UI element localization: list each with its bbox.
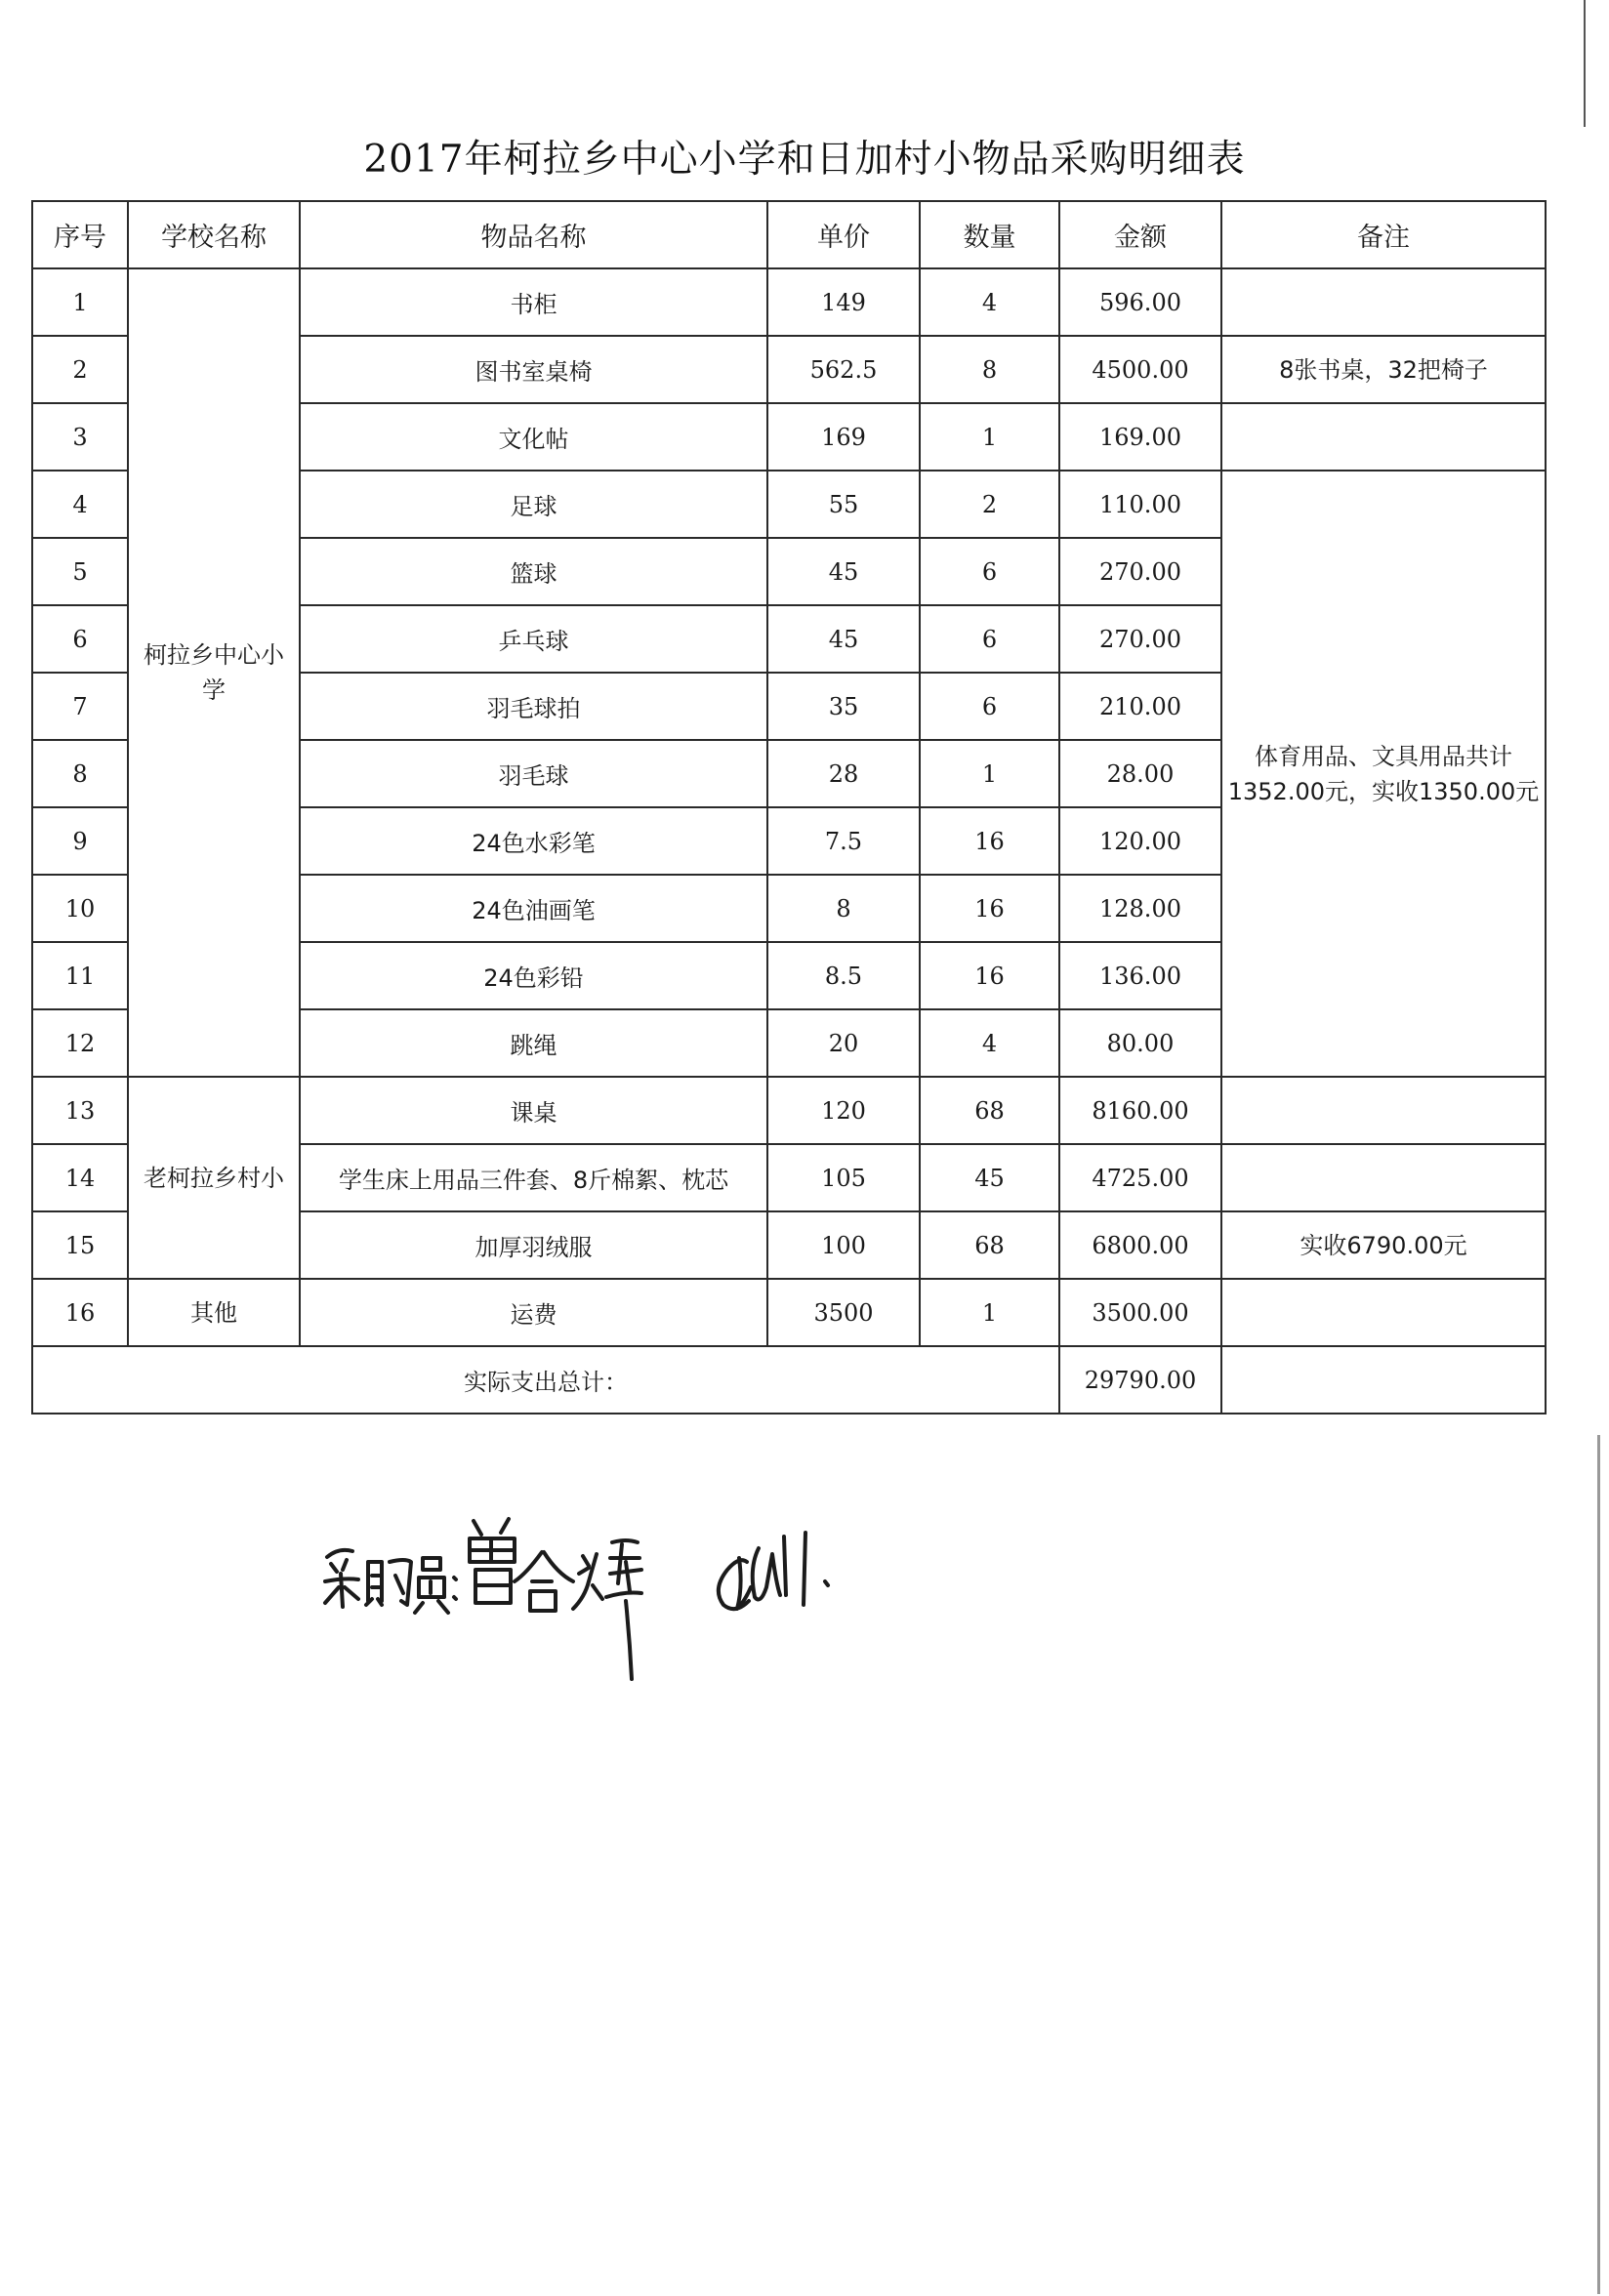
unit-price: 100 bbox=[767, 1211, 920, 1279]
col-header-unit-price: 单价 bbox=[767, 201, 920, 268]
item-name: 24色油画笔 bbox=[300, 875, 767, 942]
amount: 136.00 bbox=[1059, 942, 1221, 1009]
quantity: 16 bbox=[920, 807, 1059, 875]
total-remark-cell bbox=[1221, 1346, 1546, 1414]
unit-price: 169 bbox=[767, 403, 920, 471]
quantity: 6 bbox=[920, 538, 1059, 605]
unit-price: 20 bbox=[767, 1009, 920, 1077]
remark-cell: 实收6790.00元 bbox=[1221, 1211, 1546, 1279]
remark-cell bbox=[1221, 1279, 1546, 1346]
amount: 110.00 bbox=[1059, 471, 1221, 538]
amount: 270.00 bbox=[1059, 538, 1221, 605]
table-row bbox=[32, 1279, 1546, 1346]
item-name: 跳绳 bbox=[300, 1009, 767, 1077]
scan-edge-mark bbox=[1597, 1435, 1600, 2294]
amount: 80.00 bbox=[1059, 1009, 1221, 1077]
col-header-item: 物品名称 bbox=[300, 201, 767, 268]
col-header-remark: 备注 bbox=[1221, 201, 1546, 268]
row-index: 10 bbox=[32, 875, 128, 942]
unit-price: 28 bbox=[767, 740, 920, 807]
item-name: 篮球 bbox=[300, 538, 767, 605]
row-index: 11 bbox=[32, 942, 128, 1009]
item-name: 乒乓球 bbox=[300, 605, 767, 673]
item-name: 书柜 bbox=[300, 268, 767, 336]
unit-price: 8.5 bbox=[767, 942, 920, 1009]
quantity: 68 bbox=[920, 1077, 1059, 1144]
amount: 4725.00 bbox=[1059, 1144, 1221, 1211]
unit-price: 45 bbox=[767, 605, 920, 673]
item-name: 羽毛球拍 bbox=[300, 673, 767, 740]
purchaser-signature bbox=[317, 1503, 923, 1738]
item-name: 图书室桌椅 bbox=[300, 336, 767, 403]
row-index: 14 bbox=[32, 1144, 128, 1211]
amount: 28.00 bbox=[1059, 740, 1221, 807]
quantity: 4 bbox=[920, 1009, 1059, 1077]
unit-price: 7.5 bbox=[767, 807, 920, 875]
quantity: 16 bbox=[920, 942, 1059, 1009]
table-row bbox=[32, 1077, 1546, 1144]
quantity: 1 bbox=[920, 740, 1059, 807]
item-name: 羽毛球 bbox=[300, 740, 767, 807]
row-index: 8 bbox=[32, 740, 128, 807]
row-index: 9 bbox=[32, 807, 128, 875]
unit-price: 45 bbox=[767, 538, 920, 605]
row-index: 3 bbox=[32, 403, 128, 471]
item-name: 24色水彩笔 bbox=[300, 807, 767, 875]
row-index: 13 bbox=[32, 1077, 128, 1144]
item-name: 运费 bbox=[300, 1279, 767, 1346]
unit-price: 149 bbox=[767, 268, 920, 336]
col-header-quantity: 数量 bbox=[920, 201, 1059, 268]
amount: 128.00 bbox=[1059, 875, 1221, 942]
amount: 210.00 bbox=[1059, 673, 1221, 740]
row-index: 15 bbox=[32, 1211, 128, 1279]
remark-cell bbox=[1221, 268, 1546, 336]
quantity: 45 bbox=[920, 1144, 1059, 1211]
total-label: 实际支出总计： bbox=[32, 1346, 1059, 1414]
item-name: 足球 bbox=[300, 471, 767, 538]
row-index: 1 bbox=[32, 268, 128, 336]
amount: 169.00 bbox=[1059, 403, 1221, 471]
remark-cell: 8张书桌，32把椅子 bbox=[1221, 336, 1546, 403]
row-index: 4 bbox=[32, 471, 128, 538]
item-name: 学生床上用品三件套、8斤棉絮、枕芯 bbox=[300, 1144, 767, 1211]
amount: 3500.00 bbox=[1059, 1279, 1221, 1346]
quantity: 2 bbox=[920, 471, 1059, 538]
remark-cell bbox=[1221, 1144, 1546, 1211]
remark-cell bbox=[1221, 403, 1546, 471]
unit-price: 8 bbox=[767, 875, 920, 942]
remark-cell-merged: 体育用品、文具用品共计1352.00元，实收1350.00元 bbox=[1221, 471, 1546, 1077]
item-name: 课桌 bbox=[300, 1077, 767, 1144]
document-title: 2017年柯拉乡中心小学和日加村小物品采购明细表 bbox=[363, 138, 1246, 182]
school-name-cell: 老柯拉乡村小 bbox=[128, 1077, 300, 1279]
scan-edge-mark bbox=[1584, 0, 1586, 127]
school-name-cell: 柯拉乡中心小学 bbox=[128, 268, 300, 1077]
quantity: 16 bbox=[920, 875, 1059, 942]
unit-price: 55 bbox=[767, 471, 920, 538]
quantity: 1 bbox=[920, 403, 1059, 471]
row-index: 7 bbox=[32, 673, 128, 740]
quantity: 6 bbox=[920, 605, 1059, 673]
row-index: 2 bbox=[32, 336, 128, 403]
col-header-school: 学校名称 bbox=[128, 201, 300, 268]
row-index: 16 bbox=[32, 1279, 128, 1346]
amount: 270.00 bbox=[1059, 605, 1221, 673]
col-header-index: 序号 bbox=[32, 201, 128, 268]
unit-price: 35 bbox=[767, 673, 920, 740]
quantity: 4 bbox=[920, 268, 1059, 336]
unit-price: 3500 bbox=[767, 1279, 920, 1346]
unit-price: 120 bbox=[767, 1077, 920, 1144]
remark-cell bbox=[1221, 1077, 1546, 1144]
quantity: 6 bbox=[920, 673, 1059, 740]
total-row bbox=[32, 1346, 1546, 1414]
unit-price: 105 bbox=[767, 1144, 920, 1211]
table-row bbox=[32, 268, 1546, 336]
quantity: 8 bbox=[920, 336, 1059, 403]
item-name: 加厚羽绒服 bbox=[300, 1211, 767, 1279]
quantity: 1 bbox=[920, 1279, 1059, 1346]
procurement-table bbox=[31, 200, 1547, 1414]
row-index: 6 bbox=[32, 605, 128, 673]
amount: 4500.00 bbox=[1059, 336, 1221, 403]
row-index: 12 bbox=[32, 1009, 128, 1077]
amount: 120.00 bbox=[1059, 807, 1221, 875]
total-amount: 29790.00 bbox=[1059, 1346, 1221, 1414]
row-index: 5 bbox=[32, 538, 128, 605]
amount: 6800.00 bbox=[1059, 1211, 1221, 1279]
header-row bbox=[32, 201, 1546, 268]
unit-price: 562.5 bbox=[767, 336, 920, 403]
school-name-cell: 其他 bbox=[128, 1279, 300, 1346]
quantity: 68 bbox=[920, 1211, 1059, 1279]
item-name: 文化帖 bbox=[300, 403, 767, 471]
amount: 8160.00 bbox=[1059, 1077, 1221, 1144]
col-header-amount: 金额 bbox=[1059, 201, 1221, 268]
item-name: 24色彩铅 bbox=[300, 942, 767, 1009]
amount: 596.00 bbox=[1059, 268, 1221, 336]
